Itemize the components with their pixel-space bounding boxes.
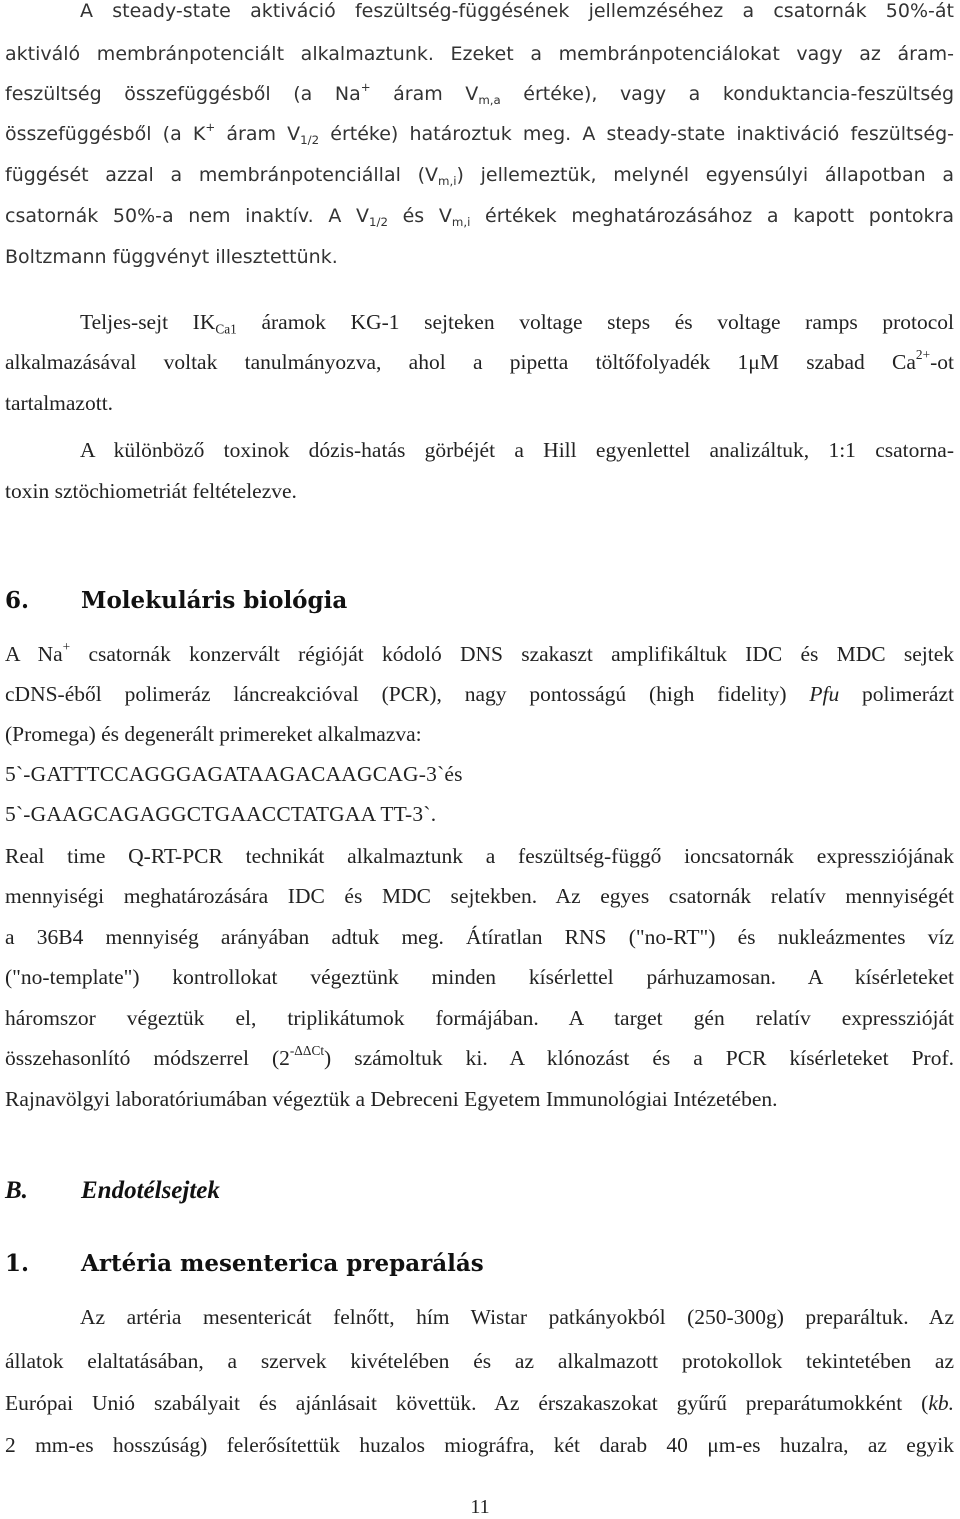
paragraph-line: A Na+ csatornák konzervált régióját kódoló DNS szakaszt amplifikáltuk IDC és MDC sejtek xyxy=(5,639,954,666)
paragraph-line: feszültség összefüggésből (a Na+ áram $V_{m,a}$ értéke), vagy a konduktancia-feszültség xyxy=(5,80,955,108)
paragraph-line: cDNS-éből polimeráz láncreakcióval (PCR), nagy pontosságú (high fidelity) Pfu polimerázt xyxy=(5,682,954,706)
paragraph-line: toxin sztöchiometriát feltételezve. xyxy=(5,479,297,503)
paragraph-line: Teljes-sejt $IK_{Ca1}$ áramok KG-1 sejteken voltage steps és voltage ramps protocol xyxy=(80,310,954,337)
paragraph-line: függését azzal a membránpotenciállal $(V_{m,i})$ jellemeztük, melynél egyensúlyi állapotban a xyxy=(5,164,954,189)
page-number: 11 xyxy=(470,1496,490,1518)
paragraph-line: Real time Q-RT-PCR technikát alkalmaztunk a feszültség-függő ioncsatornák expressziójának xyxy=(5,844,954,868)
paragraph-line: A steady-state aktiváció feszültség-függésének jellemzéséhez a csatornák 50%-át xyxy=(80,0,954,22)
paragraph-line: (Promega) és degenerált primereket alkalmazva: xyxy=(5,722,422,746)
paragraph-line: csatornák 50%-a nem inaktív. A $V_{1/2}$ és $V_{m,i}$ értékek meghatározásához a kapott pontokra xyxy=(5,205,954,230)
paragraph-line: mennyiségi meghatározására IDC és MDC sejtekben. Az egyes csatornák relatív mennyiségét xyxy=(5,884,954,908)
paragraph-line: összehasonlító módszerrel $(2^{-\Delta\Delta Ct})$ számoltuk ki. A klónozást és a PCR kísérleteket Prof. xyxy=(5,1043,954,1070)
paragraph-line: állatok elaltatásában, a szervek kivételében és az alkalmazott protokollok tekintetében az xyxy=(5,1349,954,1373)
section-heading: 1. Artéria mesenterica preparálás xyxy=(5,1250,484,1277)
paragraph-line: tartalmazott. xyxy=(5,391,114,415)
paragraph-line: 2 mm-es hosszúság) felerősítettük huzalos miográfra, két darab 40 μm-es huzalra, az egyik xyxy=(5,1433,954,1457)
paragraph-line: a 36B4 mennyiség arányában adtuk meg. Átíratlan RNS ("no-RT") és nukleázmentes víz xyxy=(5,925,954,949)
chapter-heading: B. Endotélsejtek xyxy=(5,1177,220,1204)
section-heading: 6. Molekuláris biológia xyxy=(5,587,348,614)
paragraph-line: A különböző toxinok dózis-hatás görbéjét a Hill egyenlettel analizáltuk, 1:1 csatorna- xyxy=(80,438,954,462)
paragraph-line: háromszor végeztük el, triplikátumok formájában. A target gén relatív expresszióját xyxy=(5,1006,954,1030)
paragraph-line: ("no-template") kontrollokat végeztünk minden kísérlettel párhuzamosan. A kísérleteket xyxy=(5,965,954,989)
paragraph-line: alkalmazásával voltak tanulmányozva, ahol a pipetta töltőfolyadék 1μM szabad $Ca^{2+}-ot$ xyxy=(5,347,954,374)
paragraph-line: összefüggésből (a K+ áram $V_{1/2}$ értéke) határoztuk meg. A steady-state inaktiváció feszültség- xyxy=(5,120,954,148)
paragraph-line: aktiváló membránpotenciált alkalmaztunk. Ezeket a membránpotenciálokat vagy az áram- xyxy=(5,43,954,65)
paragraph-line: Rajnavölgyi laboratóriumában végeztük a Debreceni Egyetem Immunológiai Intézetében. xyxy=(5,1087,778,1111)
paragraph-line: Az artéria mesentericát felnőtt, hím Wistar patkányokból (250-300g) preparáltuk. Az xyxy=(80,1305,954,1329)
paragraph-line: Európai Unió szabályait és ajánlásait követtük. Az érszakaszokat gyűrű preparátumokként (kb. xyxy=(5,1391,954,1415)
paragraph-line: Boltzmann függvényt illesztettünk. xyxy=(5,246,338,268)
primer-sequence: 5`-GATTTCCAGGGAGATAAGACAAGCAG-3`és xyxy=(5,762,463,786)
primer-sequence: 5`-GAAGCAGAGGCTGAACCTATGAA TT-3`. xyxy=(5,802,437,826)
